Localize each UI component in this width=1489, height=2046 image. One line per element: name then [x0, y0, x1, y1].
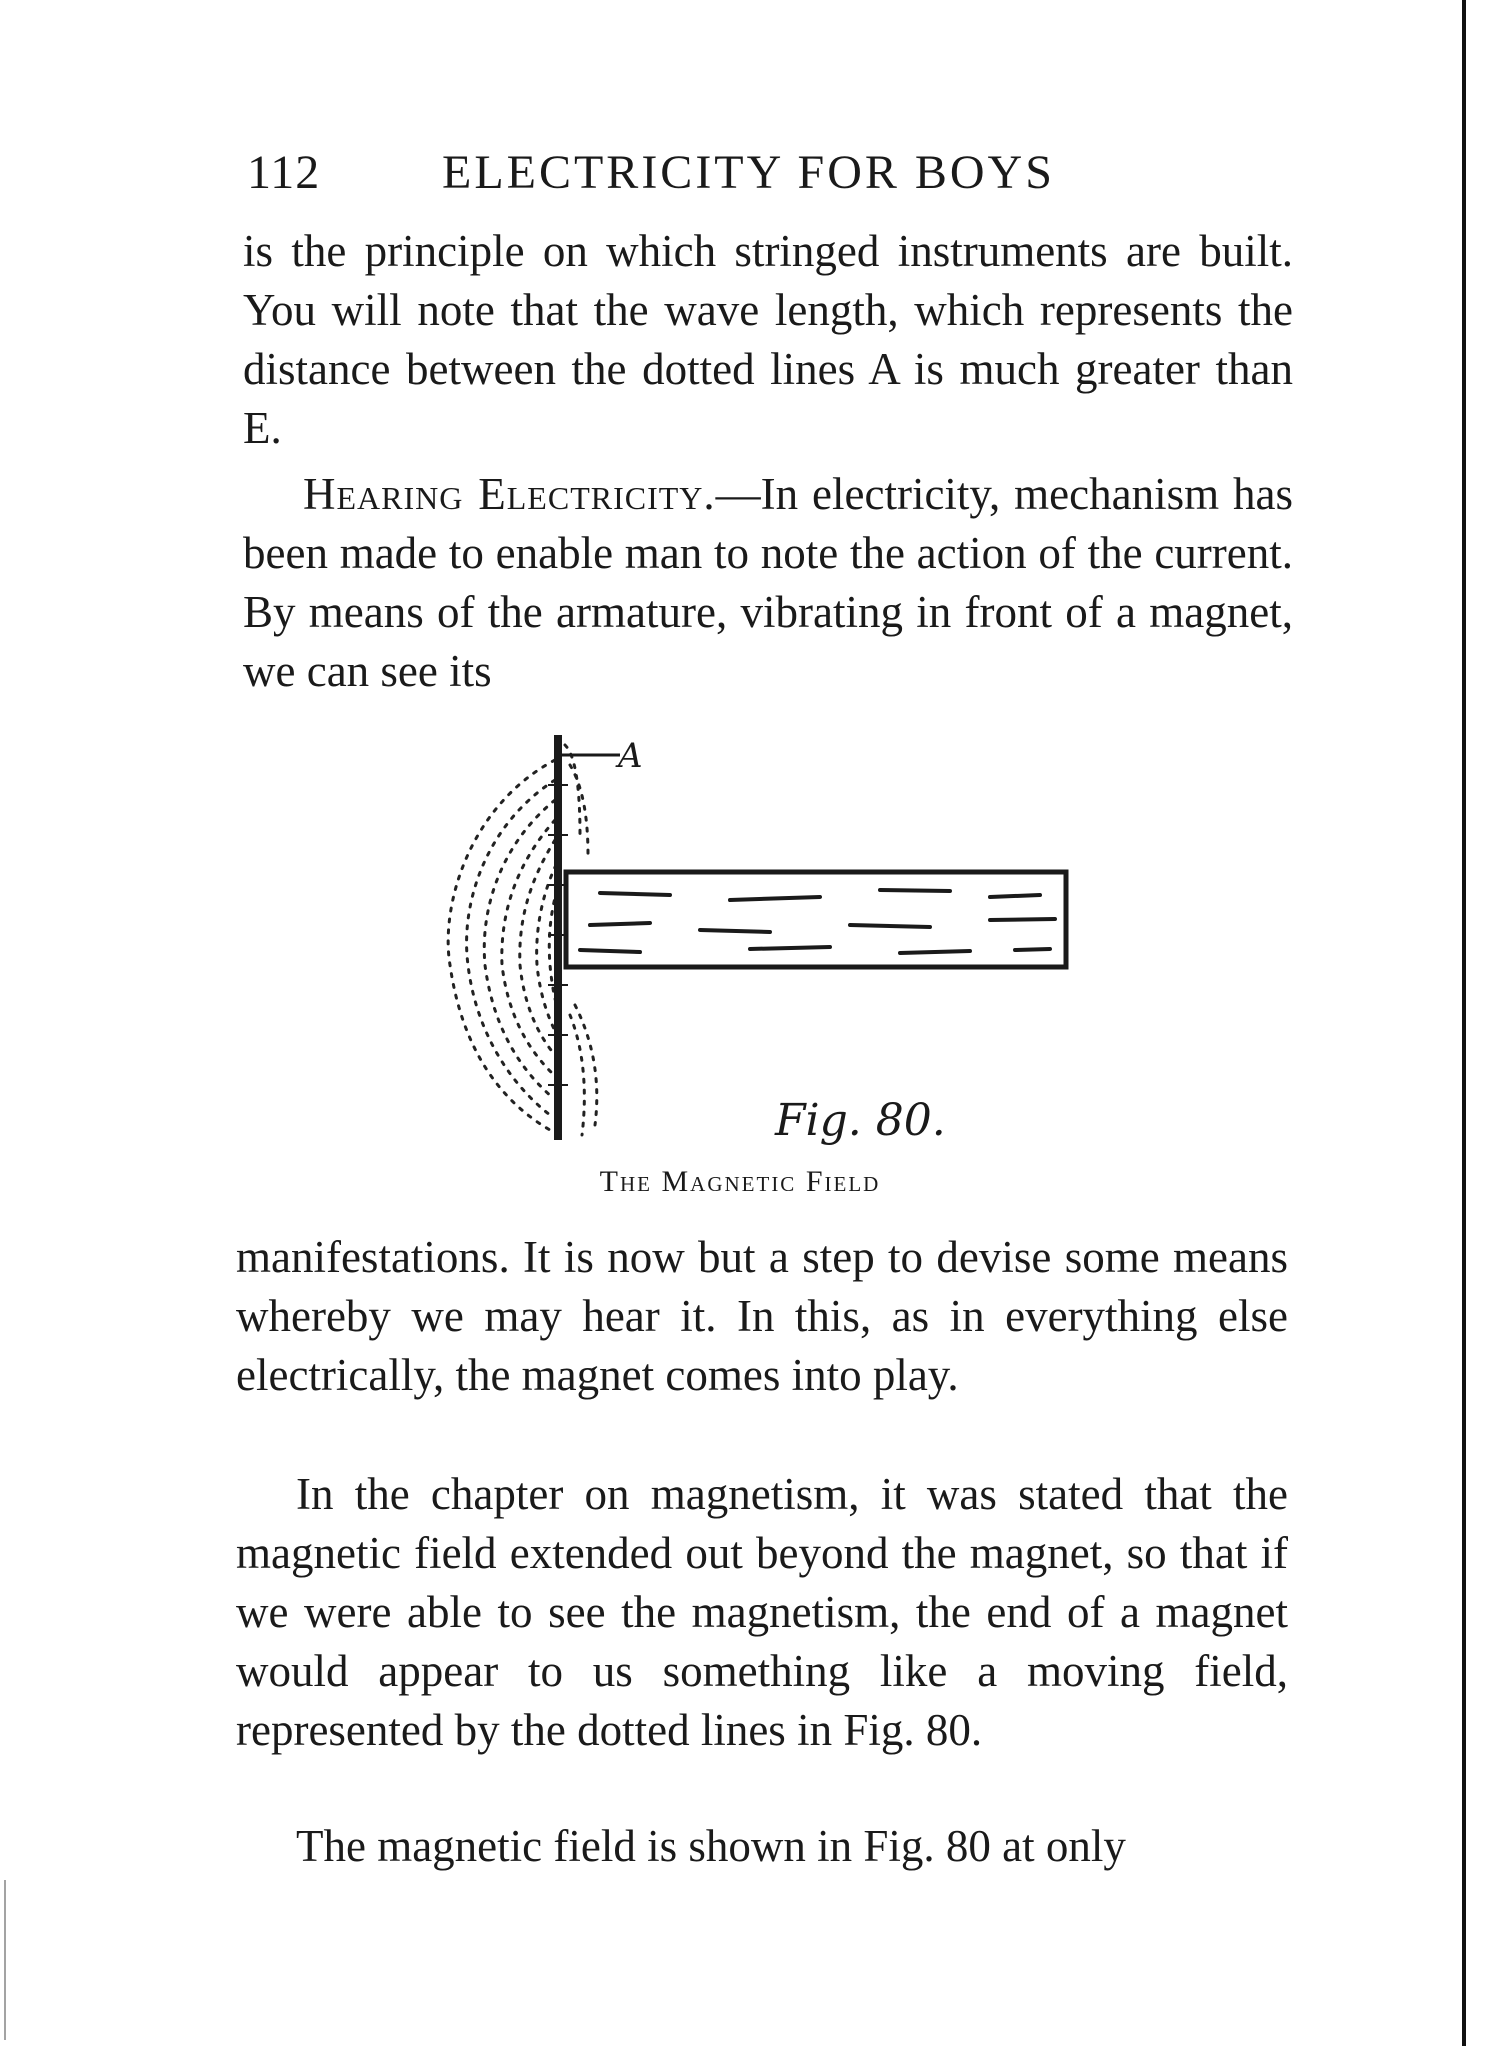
- magnetic-field-figure: [430, 725, 1130, 1145]
- paragraph-4: [236, 1465, 1288, 1825]
- page-number: 112: [247, 146, 321, 199]
- label-a: A: [618, 736, 643, 776]
- figure-number-label: Fig. 80.: [775, 1095, 946, 1145]
- paragraph-4-body: In the chapter on magnetism, it was stated that the magnetic field extended out beyond the magnet, so that if we were able to see the magnetism, the end of a magnet would appear to us something like a moving field, represented by the dotted lines in Fig. 80.: [236, 1469, 1288, 1755]
- paragraph-1: is the principle on which stringed instruments are built. You will note that the wave length, which represents the distance between the dotted lines A is much greater than E.: [243, 226, 1293, 453]
- paragraph-5-body: The magnetic field is shown in Fig. 80 at only: [296, 1821, 1126, 1871]
- armature-bar: [554, 735, 562, 1140]
- section-heading: Hearing Electricity.: [303, 469, 716, 519]
- scan-edge-marks: [4, 1880, 14, 2040]
- page-header: [247, 145, 1107, 205]
- magnet-grain: [580, 890, 1055, 953]
- paragraph-3: manifestations. It is now but a step to devise some means whereby we may hear it. In this, as in everything else electrically, the magnet comes into play.: [236, 1232, 1288, 1400]
- paragraph-2-body: —In electricity, mechanism has been made to enable man to note the action of the current. By means of the armature, vibrating in front of a magnet, we can see its: [243, 469, 1293, 696]
- running-title: ELECTRICITY FOR BOYS: [442, 146, 1055, 199]
- field-lines: [448, 745, 597, 1135]
- paragraph-2: [243, 465, 1293, 705]
- page-edge-line: [1462, 0, 1466, 2046]
- paragraph-5: [236, 1817, 1288, 1877]
- figure-caption: The Magnetic Field: [599, 1165, 881, 1198]
